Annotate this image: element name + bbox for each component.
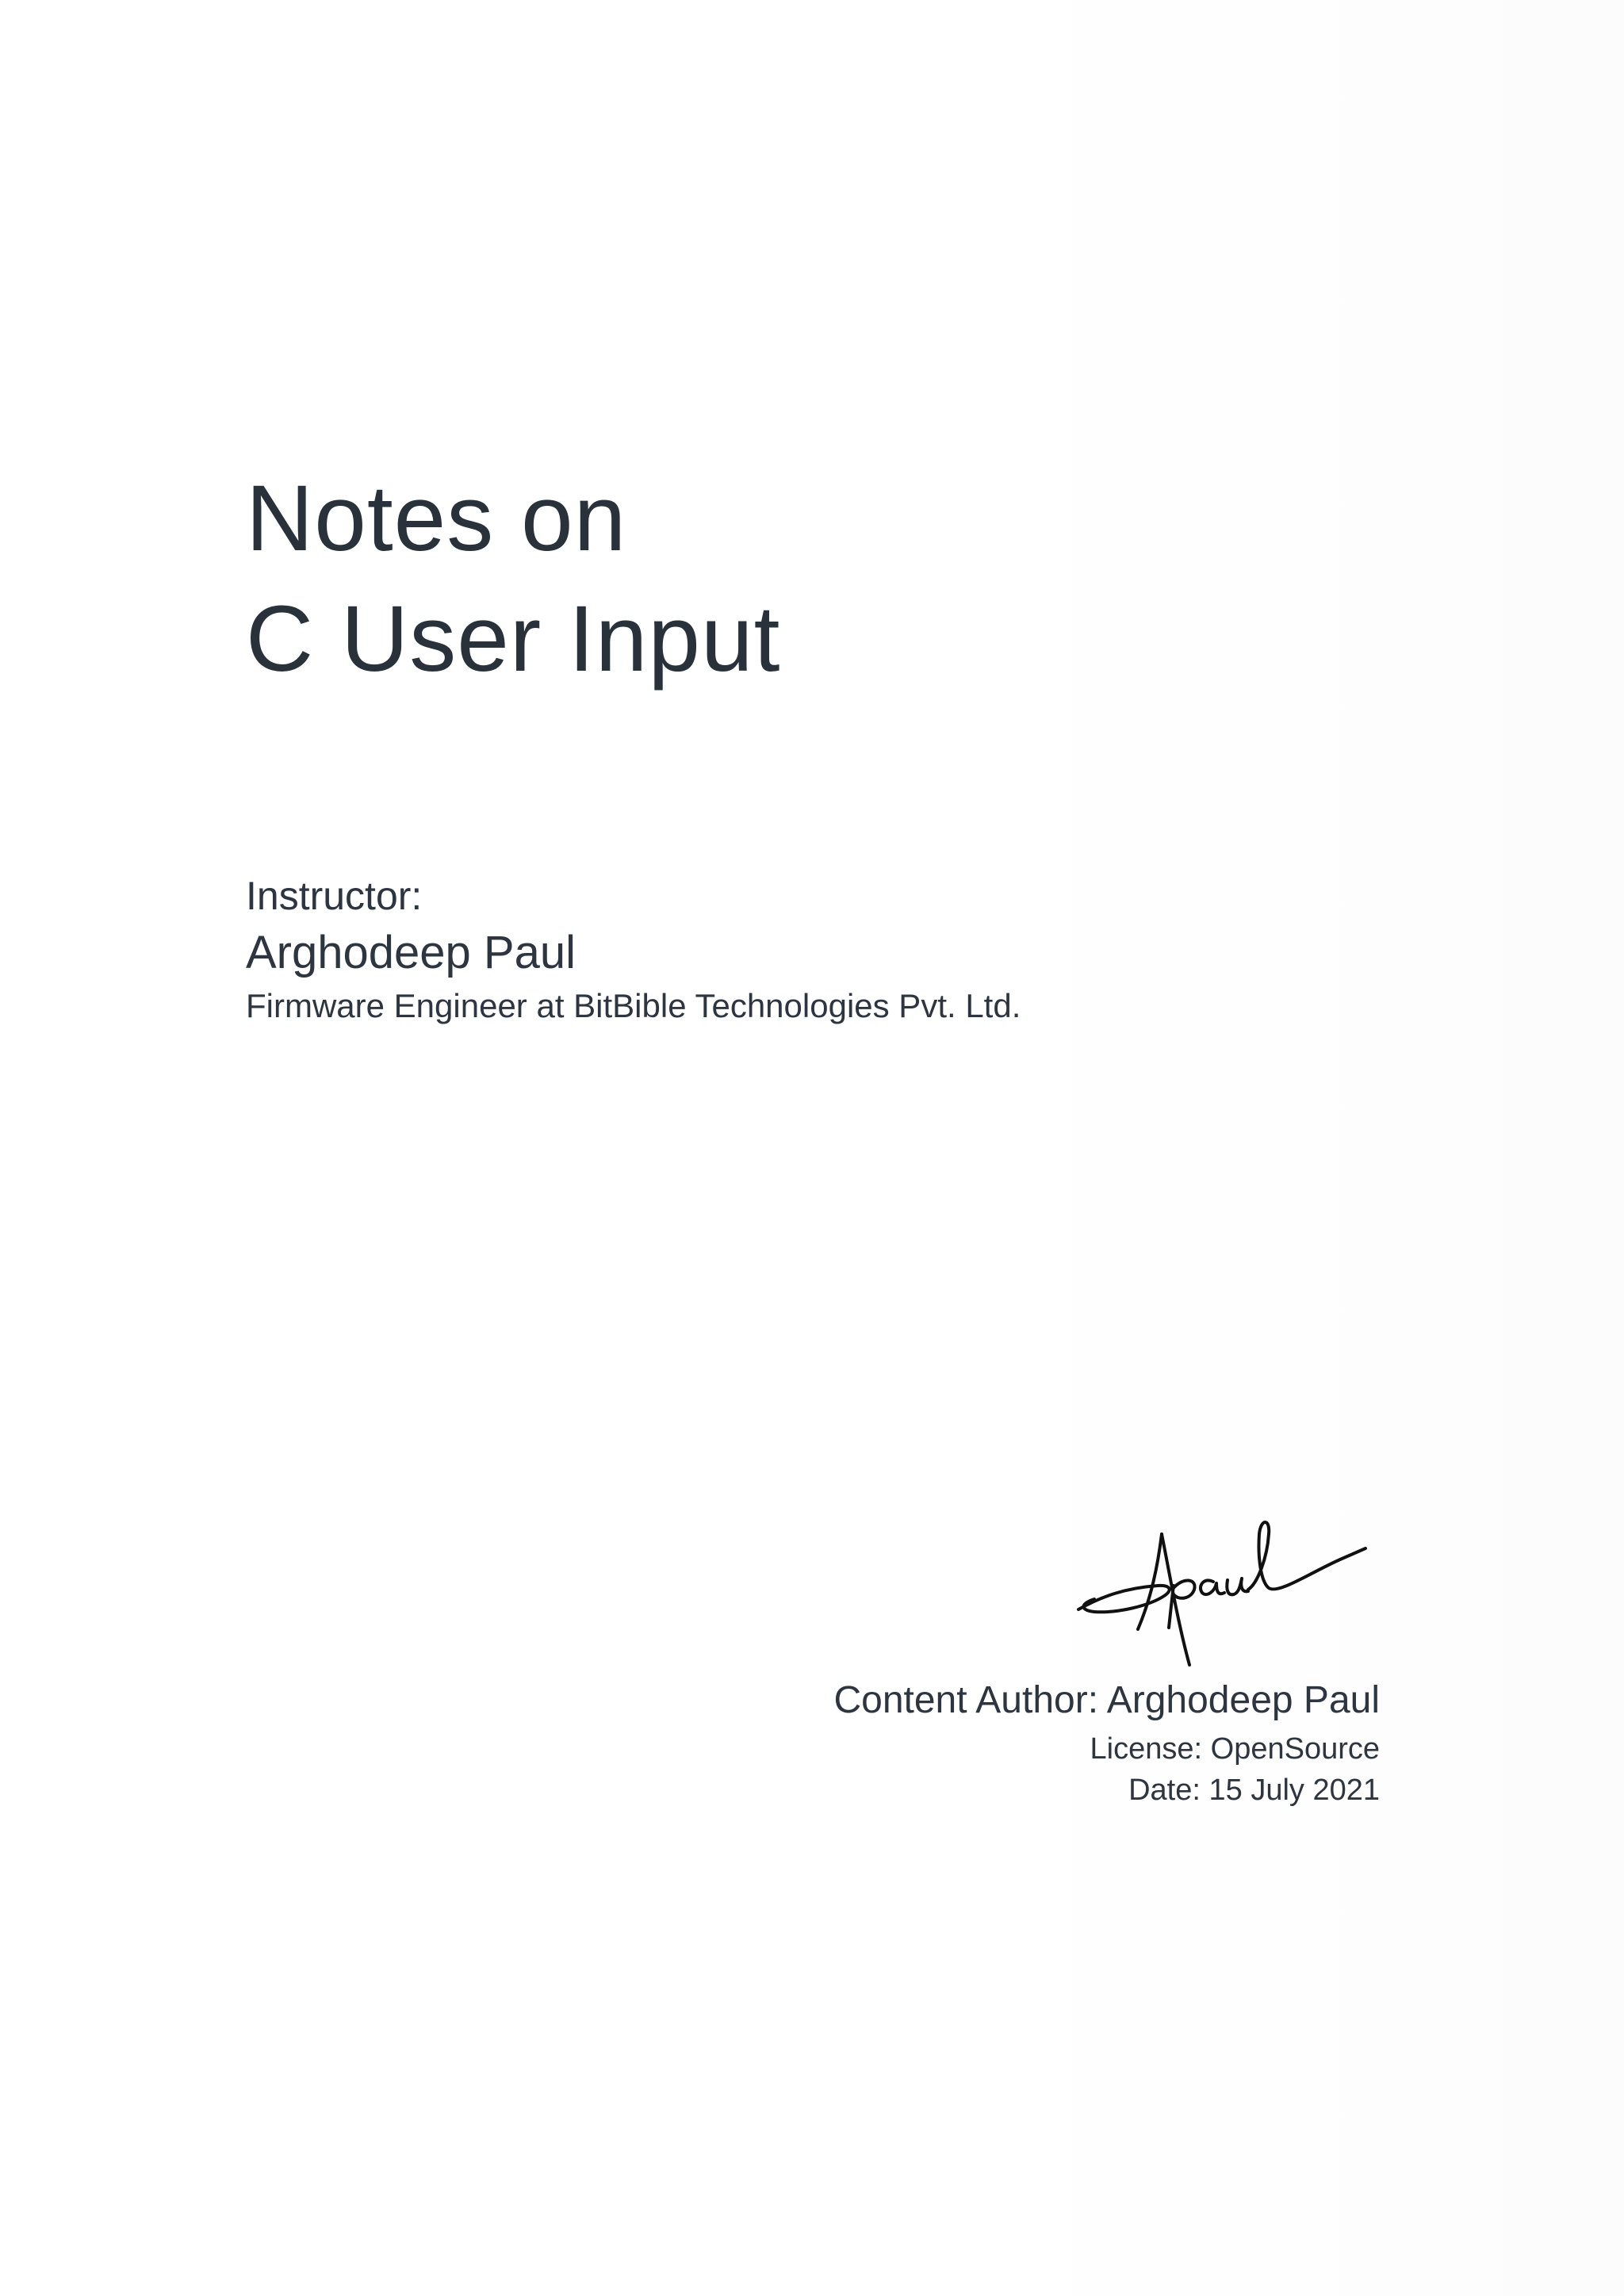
title-block xyxy=(246,458,1356,699)
signature-image xyxy=(1071,1510,1372,1669)
content-author: Content Author: Arghodeep Paul xyxy=(833,1679,1380,1721)
instructor-block xyxy=(246,869,1435,1029)
instructor-name: Arghodeep Paul xyxy=(246,927,576,978)
title-line-1: Notes on xyxy=(246,466,627,571)
license-text: License: OpenSource xyxy=(1090,1732,1380,1766)
meta-block xyxy=(666,1673,1380,1811)
date-text: Date: 15 July 2021 xyxy=(1128,1774,1380,1807)
instructor-label: Instructor: xyxy=(246,874,423,918)
title-line-2: C User Input xyxy=(246,587,781,691)
instructor-role: Firmware Engineer at BitBible Technologies Pvt. Ltd. xyxy=(246,987,1021,1024)
